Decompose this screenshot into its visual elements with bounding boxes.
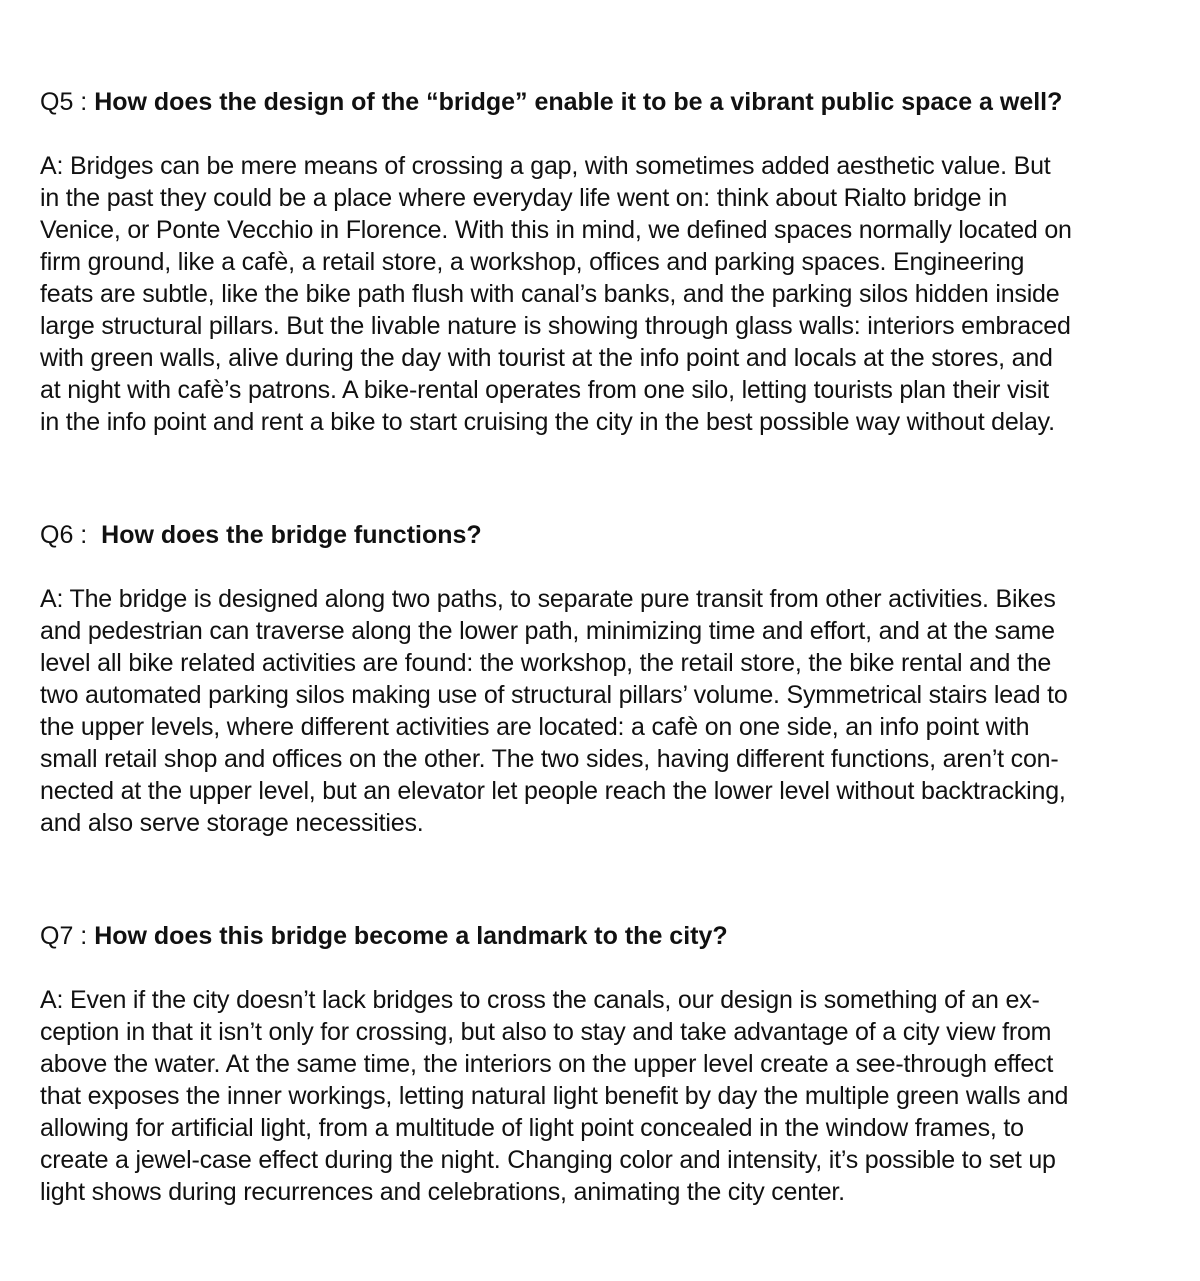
answer-q7 bbox=[40, 984, 1170, 1208]
answer-line: two automated parking silos making use of structural pillars’ volume. Symmetrical stairs lead to bbox=[40, 681, 1068, 709]
answer-line: level all bike related activities are found: the workshop, the retail store, the bike rental and the bbox=[40, 649, 1052, 677]
answer-line: A: Even if the city doesn’t lack bridges to cross the canals, our design is something of an ex- bbox=[40, 986, 1040, 1014]
answer-line: and pedestrian can traverse along the lower path, minimizing time and effort, and at the same bbox=[40, 617, 1055, 645]
answer-line: nected at the upper level, but an elevator let people reach the lower level without backtracking, bbox=[40, 777, 1066, 805]
answer-line: firm ground, like a cafè, a retail store, a workshop, offices and parking spaces. Engineering bbox=[40, 248, 1025, 276]
question-q7 bbox=[40, 920, 1170, 952]
question-label: Q6 : bbox=[40, 521, 102, 549]
qa-block-q5 bbox=[40, 86, 1170, 438]
answer-line: allowing for artificial light, from a multitude of light point concealed in the window frames, to bbox=[40, 1114, 1024, 1142]
answer-line: feats are subtle, like the bike path flush with canal’s banks, and the parking silos hidden inside bbox=[40, 280, 1060, 308]
answer-line: large structural pillars. But the livable nature is showing through glass walls: interiors embraced bbox=[40, 312, 1071, 340]
question-label: Q5 : bbox=[40, 88, 95, 116]
answer-line: light shows during recurrences and celebrations, animating the city center. bbox=[40, 1178, 845, 1206]
question-q6 bbox=[40, 519, 1170, 551]
answer-line: A: Bridges can be mere means of crossing a gap, with sometimes added aesthetic value. But bbox=[40, 152, 1051, 180]
answer-line: at night with cafè’s patrons. A bike-rental operates from one silo, letting tourists plan their visit bbox=[40, 376, 1050, 404]
answer-line: Venice, or Ponte Vecchio in Florence. With this in mind, we defined spaces normally located on bbox=[40, 216, 1072, 244]
answer-line: that exposes the inner workings, letting natural light benefit by day the multiple green walls and bbox=[40, 1082, 1069, 1110]
question-text: How does the bridge functions? bbox=[101, 521, 482, 549]
document-page bbox=[40, 86, 1170, 1208]
answer-line: above the water. At the same time, the interiors on the upper level create a see-through effect bbox=[40, 1050, 1054, 1078]
answer-line: create a jewel-case effect during the night. Changing color and intensity, it’s possible to set up bbox=[40, 1146, 1056, 1174]
answer-line: in the past they could be a place where everyday life went on: think about Rialto bridge in bbox=[40, 184, 1008, 212]
answer-line: and also serve storage necessities. bbox=[40, 809, 424, 837]
answer-line: the upper levels, where different activities are located: a cafè on one side, an info point with bbox=[40, 713, 1030, 741]
question-text: How does this bridge become a landmark to the city? bbox=[94, 922, 728, 950]
answer-line: small retail shop and offices on the other. The two sides, having different functions, aren’t con- bbox=[40, 745, 1059, 773]
answer-line: A: The bridge is designed along two paths, to separate pure transit from other activities. Bikes bbox=[40, 585, 1056, 613]
answer-q6 bbox=[40, 583, 1170, 839]
qa-block-q7 bbox=[40, 920, 1170, 1208]
question-q5 bbox=[40, 86, 1170, 118]
answer-line: in the info point and rent a bike to start cruising the city in the best possible way without delay. bbox=[40, 408, 1055, 436]
qa-block-q6 bbox=[40, 519, 1170, 839]
question-text: How does the design of the “bridge” enable it to be a vibrant public space a well? bbox=[94, 88, 1063, 116]
question-label: Q7 : bbox=[40, 922, 95, 950]
answer-line: with green walls, alive during the day with tourist at the info point and locals at the stores, and bbox=[40, 344, 1053, 372]
answer-q5 bbox=[40, 150, 1170, 438]
answer-line: ception in that it isn’t only for crossing, but also to stay and take advantage of a city view from bbox=[40, 1018, 1052, 1046]
